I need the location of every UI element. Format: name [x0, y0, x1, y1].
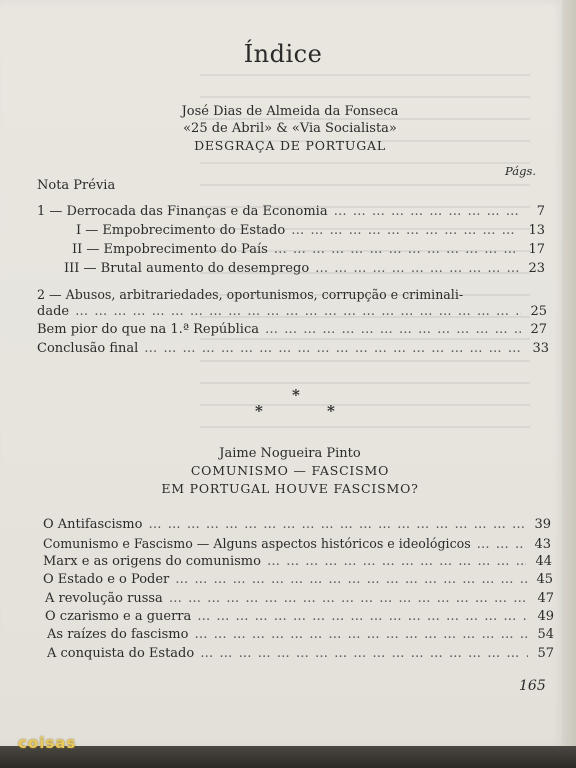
toc-entry-page: 54: [537, 627, 554, 642]
toc-entry-label: Bem pior do que na 1.ª República: [37, 322, 259, 337]
section1-author: José Dias de Almeida da Fonseca: [181, 104, 399, 119]
toc-nota-previa: Nota Prévia: [37, 178, 116, 193]
toc-leader-dots: [148, 517, 525, 532]
page-edge: [562, 0, 576, 748]
toc-entry-page: 57: [537, 646, 554, 661]
section2-heading-1: COMUNISMO — FASCISMO: [190, 463, 390, 478]
toc-entry-page: 25: [530, 304, 547, 319]
toc-entry-label: 1 — Derrocada das Finanças e da Economia: [37, 204, 328, 219]
toc-entry-page: 47: [537, 591, 554, 606]
toc-entry: [43, 572, 553, 587]
toc-entry-page: 23: [528, 261, 545, 276]
toc-entry-page: 17: [528, 242, 545, 257]
toc-leader-dots: [315, 261, 519, 276]
toc-entry: [64, 261, 545, 276]
toc-entry: [43, 554, 552, 569]
toc-leader-dots: [200, 646, 528, 661]
page-number: 165: [519, 678, 546, 694]
toc-leader-dots: [274, 242, 519, 257]
toc-entry-page: 39: [534, 517, 551, 532]
toc-entry-label: I — Empobrecimento do Estado: [76, 223, 286, 238]
section2-heading-2: EM PORTUGAL HOUVE FASCISMO?: [161, 481, 419, 496]
toc-entry: [37, 304, 547, 319]
toc-leader-dots: [75, 304, 521, 319]
section1-subtitle: «25 de Abril» & «Via Socialista»: [183, 121, 397, 136]
toc-entry-label: 2 — Abusos, arbitrariedades, oportunismos, corrupção e criminali-: [37, 287, 464, 302]
toc-entry: [37, 341, 549, 356]
toc-entry-label: O Estado e o Poder: [43, 572, 170, 587]
pages-column-label: Págs.: [505, 164, 536, 178]
toc-entry-page: 13: [528, 223, 545, 238]
toc-entry-label: As raízes do fascismo: [47, 627, 189, 642]
toc-leader-dots: [477, 537, 525, 552]
toc-entry-page: 45: [536, 572, 553, 587]
toc-leader-dots: [144, 341, 523, 356]
toc-entry: [45, 591, 554, 606]
separator-star: *: [292, 386, 300, 404]
toc-entry: [76, 223, 545, 238]
toc-entry: [45, 609, 554, 624]
toc-leader-dots: [169, 591, 528, 606]
toc-leader-dots: [267, 554, 526, 569]
toc-entry: [47, 627, 554, 642]
separator-star: *: [255, 402, 263, 420]
toc-entry: [37, 204, 545, 219]
toc-entry-label: A revolução russa: [45, 591, 163, 606]
toc-entry: [47, 646, 554, 661]
toc-entry-label: A conquista do Estado: [47, 646, 195, 661]
toc-entry-page: 33: [532, 341, 549, 356]
toc-entry-label: O Antifascismo: [43, 517, 143, 532]
background-surface: [0, 746, 576, 768]
toc-entry-label: O czarismo e a guerra: [45, 609, 192, 624]
toc-leader-dots: [334, 204, 519, 219]
toc-entry: [43, 536, 551, 552]
section1-heading: DESGRAÇA DE PORTUGAL: [194, 138, 386, 153]
watermark-logo: coisas: [18, 734, 77, 752]
toc-entry-label: dade: [37, 304, 70, 319]
toc-entry: [43, 517, 551, 532]
toc-entry: [72, 242, 545, 257]
toc-entry-label: III — Brutal aumento do desemprego: [64, 261, 310, 276]
toc-entry-label: Marx e as origens do comunismo: [43, 554, 261, 569]
toc-entry-label: Comunismo e Fascismo — Alguns aspectos históricos e ideológicos: [43, 536, 471, 551]
toc-entry-label: Conclusão final: [37, 341, 139, 356]
toc-entry-page: 27: [530, 322, 547, 337]
toc-leader-dots: [291, 223, 519, 238]
separator-star: *: [327, 402, 335, 420]
toc-entry-page: 7: [536, 204, 545, 219]
toc-entry-page: 43: [534, 537, 551, 552]
toc-entry-page: 44: [535, 554, 552, 569]
toc-entry: [37, 322, 547, 337]
toc-leader-dots: [265, 322, 521, 337]
toc-entry-page: 49: [537, 609, 554, 624]
toc-leader-dots: [197, 609, 528, 624]
toc-leader-dots: [175, 572, 527, 587]
section2-author: Jaime Nogueira Pinto: [219, 446, 361, 461]
toc-entry-label: II — Empobrecimento do País: [72, 242, 268, 257]
page-title: Índice: [243, 40, 323, 68]
toc-leader-dots: [194, 627, 528, 642]
